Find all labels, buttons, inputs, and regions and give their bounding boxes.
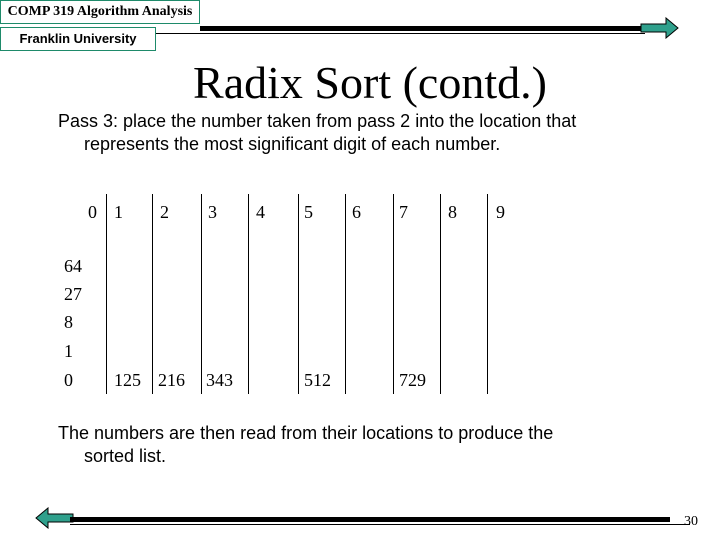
bucket-2-value: 216 bbox=[158, 370, 185, 390]
next-arrow-icon[interactable] bbox=[640, 17, 680, 39]
bucket-1-value: 125 bbox=[114, 370, 141, 390]
course-title: COMP 319 Algorithm Analysis bbox=[7, 4, 193, 19]
bucket-0-value: 0 bbox=[64, 370, 73, 390]
bucket-header-0: 0 bbox=[88, 202, 97, 222]
conclusion-line-1: The numbers are then read from their locations to produce the bbox=[58, 423, 554, 443]
bucket-divider bbox=[298, 194, 299, 394]
bucket-header-2: 2 bbox=[160, 202, 169, 222]
bucket-header-8: 8 bbox=[448, 202, 457, 222]
bottom-rule bbox=[70, 517, 670, 522]
conclusion-text bbox=[58, 422, 678, 468]
bucket-5-value: 512 bbox=[304, 370, 331, 390]
bucket-divider bbox=[152, 194, 153, 394]
bucket-header-5: 5 bbox=[304, 202, 313, 222]
pass3-line-2: represents the most significant digit of each number. bbox=[84, 134, 501, 154]
bucket-header-9: 9 bbox=[496, 202, 505, 222]
previous-arrow-icon[interactable] bbox=[34, 507, 74, 529]
bucket-0-value: 27 bbox=[64, 284, 82, 304]
bucket-divider bbox=[440, 194, 441, 394]
conclusion-line-2: sorted list. bbox=[84, 446, 167, 466]
pass3-line-1: Pass 3: place the number taken from pass 2 into the location that bbox=[58, 111, 577, 131]
bucket-header-6: 6 bbox=[352, 202, 361, 222]
bucket-header-1: 1 bbox=[114, 202, 123, 222]
page-number: 30 bbox=[684, 514, 698, 529]
bucket-divider bbox=[106, 194, 107, 394]
bucket-0-value: 8 bbox=[64, 312, 73, 332]
bucket-0-value: 1 bbox=[64, 341, 73, 361]
bucket-0-value: 64 bbox=[64, 256, 82, 276]
bucket-3-value: 343 bbox=[206, 370, 233, 390]
bucket-table bbox=[58, 190, 518, 400]
bucket-divider bbox=[248, 194, 249, 394]
bucket-header-4: 4 bbox=[256, 202, 265, 222]
bucket-divider bbox=[487, 194, 488, 394]
university-name: Franklin University bbox=[19, 31, 137, 46]
bucket-divider bbox=[393, 194, 394, 394]
top-rule bbox=[200, 26, 645, 31]
bucket-header-3: 3 bbox=[208, 202, 217, 222]
bucket-divider bbox=[201, 194, 202, 394]
top-rule-thin bbox=[156, 33, 645, 34]
slide-title: Radix Sort (contd.) bbox=[193, 57, 547, 108]
bucket-7-value: 729 bbox=[399, 370, 426, 390]
bucket-header-7: 7 bbox=[399, 202, 408, 222]
pass3-description bbox=[58, 110, 678, 156]
bucket-divider bbox=[345, 194, 346, 394]
course-title-box bbox=[0, 0, 200, 24]
bottom-rule-thin bbox=[70, 524, 690, 525]
university-box bbox=[0, 27, 156, 51]
